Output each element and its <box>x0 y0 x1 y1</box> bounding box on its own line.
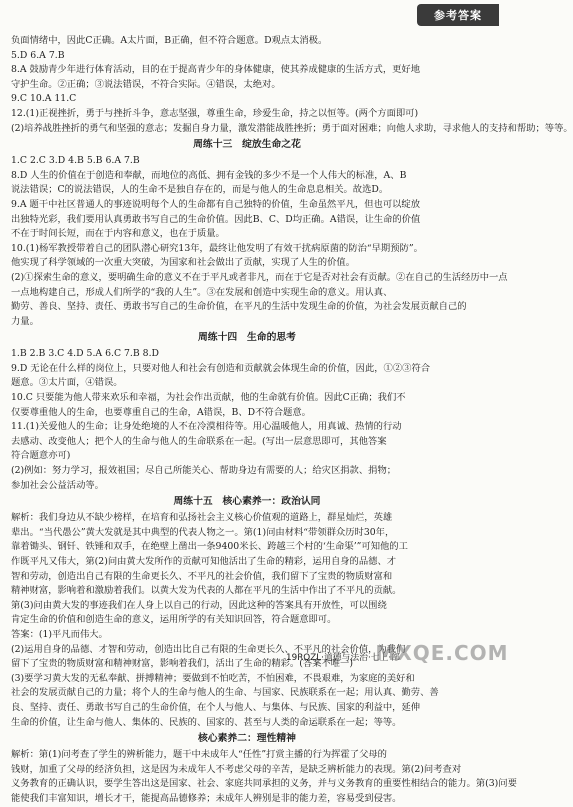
text-line: 10.C 只要能为他人带来欢乐和幸福，为社会作出贡献，他的生命就有价值。因此C正确；我们不 <box>11 392 406 404</box>
text-line: 解析：第(1)问考查了学生的辨析能力，题干中未成年人“任性”打赏主播的行为挥霍了父母的 <box>11 749 387 761</box>
text-line: 符合题意亦可) <box>11 450 71 462</box>
text-line: 1.B 2.B 3.C 4.D 5.A 6.C 7.B 8.D <box>11 348 159 360</box>
text-line: 精神财富，影响着和激励着我们。以黄大发为代表的人都在平凡的生活中作出了不平凡的贡献。 <box>11 585 402 597</box>
text-line: 第(3)问由黄大发的事迹我们在人身上以自己的行动，因此这种的答案具有开放性，可以围绕 <box>11 599 387 611</box>
text-line: 8.A 鼓励青少年进行体育活动，目的在于提高青少年的身体健康，使其养成健康的生活方式，更好地 <box>11 64 421 76</box>
text-line: 去感动、改变他人；把个人的生命与他人的生命联系在一起。(写出一层意思即可，其他答案 <box>11 435 387 447</box>
text-line: 能使我们丰富知识，增长才干，能提高品德修养；未成年人辨别是非的能力差，容易受到侵害。 <box>11 792 402 804</box>
text-line: 10.(1)杨军教授带着自己的团队潜心研究13年，最终让他发明了有效干扰病原菌的防治“早期预防”。 <box>11 242 423 254</box>
text-line: 留下了宝贵的物质财富和精神财富，影响着我们，活出了生命的精彩。(答案不唯一) <box>11 658 353 670</box>
text-line: 9.A 题干中社区普通人的事迹说明每个人的生命都有自己独特的价值，生命虽然平凡，但也可以绽放 <box>11 198 421 210</box>
text-line: 辈出。“当代愚公”黄大发就是其中典型的代表人物之一。第(1)问由材料“带领群众历时30年， <box>11 526 395 538</box>
text-line: 11.(1)关爱他人的生命；让身处绝境的人不在冷漠相待等。用心温暖他人，用真诚、热情的行动 <box>11 421 402 433</box>
text-line: 社会的发展贡献自己的力量；将个人的生命与他人的生命、与国家、民族联系在一起；用认真、勤劳、善 <box>11 687 439 699</box>
text-line: 1.C 2.C 3.D 4.B 5.B 6.A 7.B <box>11 155 140 167</box>
text-line: 题意。③太片面，④错误。 <box>11 377 123 389</box>
text-line: 智和劳动，创造出自己有限的生命更长久、不平凡的社会价值，我们留下了宝贵的物质财富和 <box>11 570 393 582</box>
page-footer: 19RQZL·道德与法治·七上·部 <box>286 653 400 663</box>
text-line: 力量。 <box>11 315 39 327</box>
watermark-stamp: MXQE.COM <box>375 641 509 665</box>
text-line: (2)①探索生命的意义，要明确生命的意义不在于平凡或者非凡，而在于它是否对社会有贡献。②在自己的生活经历中一点 <box>11 271 508 283</box>
text-line: (3)要学习黄大发的无私奉献、拼搏精神；要做到不怕吃苦，不怕困难，不畏艰难，为家庭的美好和 <box>11 672 415 684</box>
text-line: 9.C 10.A 11.C <box>11 93 77 105</box>
text-line: 作既平凡又伟大，第(2)问由黄大发所作的贡献可知他活出了生命的精彩，运用自身的品德、才 <box>11 556 397 567</box>
section-title: 核心素养二：理性精神 <box>198 733 296 745</box>
text-line: 肯定生命的价值和创造生命的意义，运用所学的有关知识回答，符合题意即可。 <box>11 614 337 626</box>
text-line: 出独特光彩，我们要用认真勇敢书写自己的生命价值。因此B、C、D均正确。A错误，让生命的价值 <box>11 213 421 225</box>
answer-content <box>11 34 573 807</box>
text-line: 仅要尊重他人的生命，也要尊重自己的生命，A错误，B、D不符合题意。 <box>11 406 311 418</box>
reference-answer-tab: 参考答案 <box>417 4 499 26</box>
text-line: 解析：我们身边从不缺少榜样，在培育和弘扬社会主义核心价值观的道路上，群星灿烂，英雄 <box>11 512 393 524</box>
text-line: 勤劳、善良、坚持、责任、勇敢书写自己的生命价值，在平凡的生活中发现生命的价值，为社会发展贡献自己的 <box>11 301 467 313</box>
text-line: (2)培养战胜挫折的勇气和坚强的意志；发掘自身力量，激发潜能战胜挫折；勇于面对困难；向他人求助，寻求他人的支持和帮助；等等。 <box>11 122 573 134</box>
text-line: 良、坚持、责任、勇敢书写自己的生命价值，在个人与他人、与集体、与民族、国家的利益中，延伸 <box>11 701 421 713</box>
text-line: 一点地构建自己，形成人们所学的“我的人生”。③在发展和创造中实现生命的意义。用认真、 <box>11 286 393 298</box>
text-line: 钱财，加重了父母的经济负担，这是因为未成年人不考虑父母的辛苦，是缺乏辨析能力的表现。第(2)问考查对 <box>11 763 462 775</box>
text-line: 靠着锄头、钢钎、铁锤和双手，在绝壁上凿出一条9400米长、跨越三个村的‘生命渠’”可知他的工 <box>11 541 408 553</box>
text-line: 5.D 6.A 7.B <box>11 49 65 61</box>
text-line: 义务教育的正确认识，要学生答出这是国家、社会、家庭共同承担的义务，并与义务教育的重要性相结合的能力。第(3)问要 <box>11 778 517 790</box>
text-line: 参加社会公益活动等。 <box>11 479 104 491</box>
text-line: 说法错误；C的说法错误，人的生命不是独自存在的，而是与他人的生命息息相关。故选D。 <box>11 184 389 196</box>
text-line: 12.(1)正视挫折，勇于与挫折斗争，意志坚强，尊重生命，珍爱生命，持之以恒等。(两个方面即可) <box>11 107 419 119</box>
text-line: (2)运用自身的品德、才智和劳动，创造出比自己有限的生命更长久、不平凡的社会价值，为我们 <box>11 643 406 655</box>
text-line: 9.D 无论在什么样的岗位上，只要对他人和社会有创造和贡献就会体现生命的价值，因此，①②③符合 <box>11 362 431 374</box>
section-title: 周练十三 绽放生命之花 <box>193 139 301 151</box>
text-line: 负面情绪中，因此C正确。A太片面，B正确，但不符合题意。D观点太消极。 <box>11 35 328 46</box>
section-title: 周练十五 核心素养一：政治认同 <box>173 496 321 508</box>
text-line: 守护生命。②正确；③说法错误，不符合实际。④错误，太绝对。 <box>11 78 281 90</box>
section-title: 周练十四 生命的思考 <box>198 332 296 344</box>
text-line: 答案：(1)平凡而伟大。 <box>11 628 108 640</box>
text-line: (2)例如：努力学习，报效祖国；尽自己所能关心、帮助身边有需要的人；给灾区捐款、捐物； <box>11 465 397 477</box>
text-line: 生命的价值，让生命与他人、集体的、民族的、国家的、甚至与人类的命运联系在一起；等等。 <box>11 716 402 728</box>
text-line: 不在于时间长短，而在于内容和意义，也在于质量。 <box>11 228 225 240</box>
text-line: 他实现了科学领域的一次重大突破，为国家和社会做出了贡献，实现了人生的价值。 <box>11 257 355 269</box>
text-line: 8.D 人生的价值在于创造和奉献，而地位的高低、拥有金钱的多少不是一个人伟大的标准，A、B <box>11 169 407 181</box>
